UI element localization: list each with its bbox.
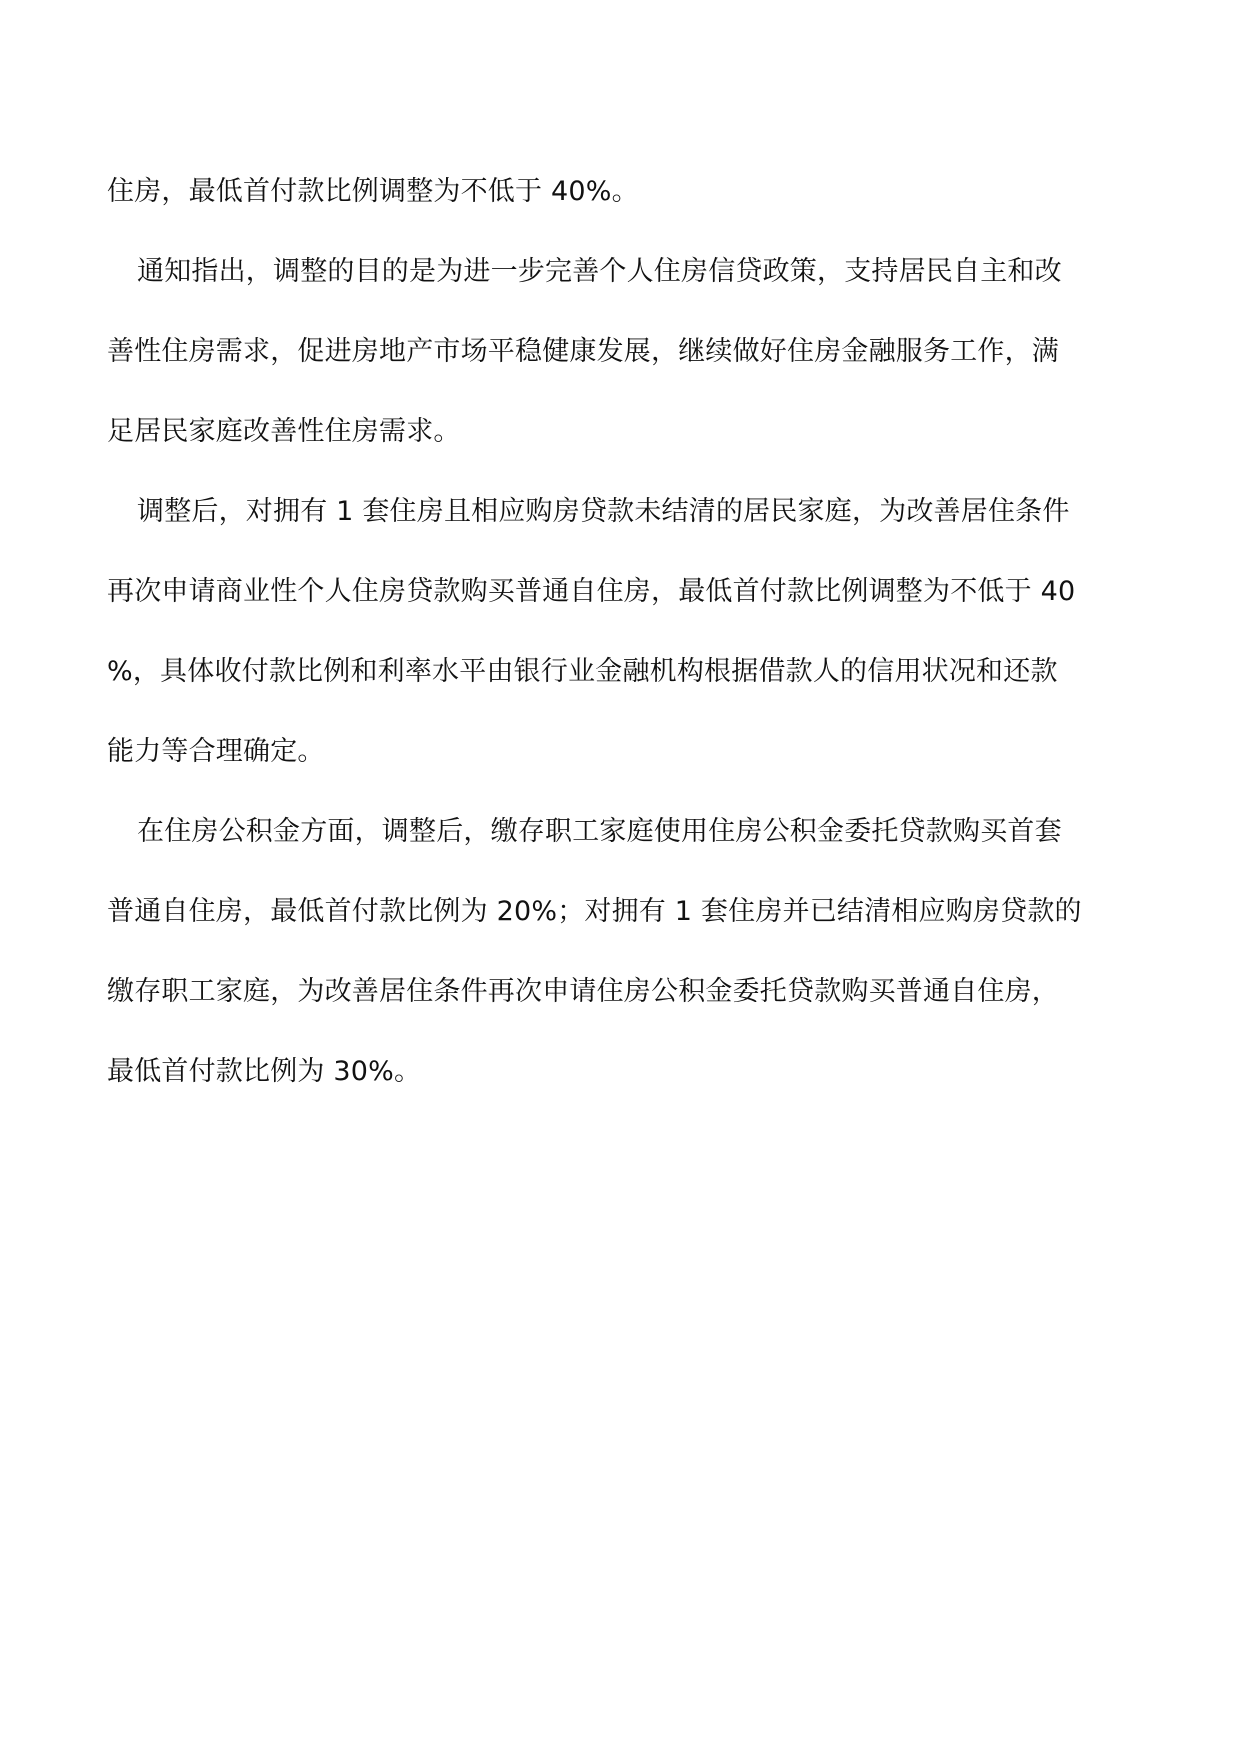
paragraph-first-line: 调整后，对拥有 1 套住房且相应购房贷款未结清的居民家庭，为改善居住条件 bbox=[137, 496, 1070, 527]
text-line: 足居民家庭改善性住房需求。 bbox=[107, 416, 461, 447]
text-line: %，具体收付款比例和利率水平由银行业金融机构根据借款人的信用状况和还款 bbox=[107, 656, 1058, 687]
text-line: 最低首付款比例为 30%。 bbox=[107, 1056, 422, 1087]
text-line: 缴存职工家庭，为改善居住条件再次申请住房公积金委托贷款购买普通自住房， bbox=[107, 976, 1059, 1007]
text-line: 再次申请商业性个人住房贷款购买普通自住房，最低首付款比例调整为不低于 40 bbox=[107, 576, 1076, 607]
text-line: 普通自住房，最低首付款比例为 20%；对拥有 1 套住房并已结清相应购房贷款的 bbox=[107, 896, 1082, 927]
paragraph-first-line: 通知指出，调整的目的是为进一步完善个人住房信贷政策，支持居民自主和改 bbox=[137, 256, 1062, 287]
text-line: 能力等合理确定。 bbox=[107, 736, 325, 767]
text-line: 住房，最低首付款比例调整为不低于 40%。 bbox=[107, 176, 639, 207]
text-line: 善性住房需求，促进房地产市场平稳健康发展，继续做好住房金融服务工作，满 bbox=[107, 336, 1059, 367]
paragraph-first-line: 在住房公积金方面，调整后，缴存职工家庭使用住房公积金委托贷款购买首套 bbox=[137, 816, 1062, 847]
